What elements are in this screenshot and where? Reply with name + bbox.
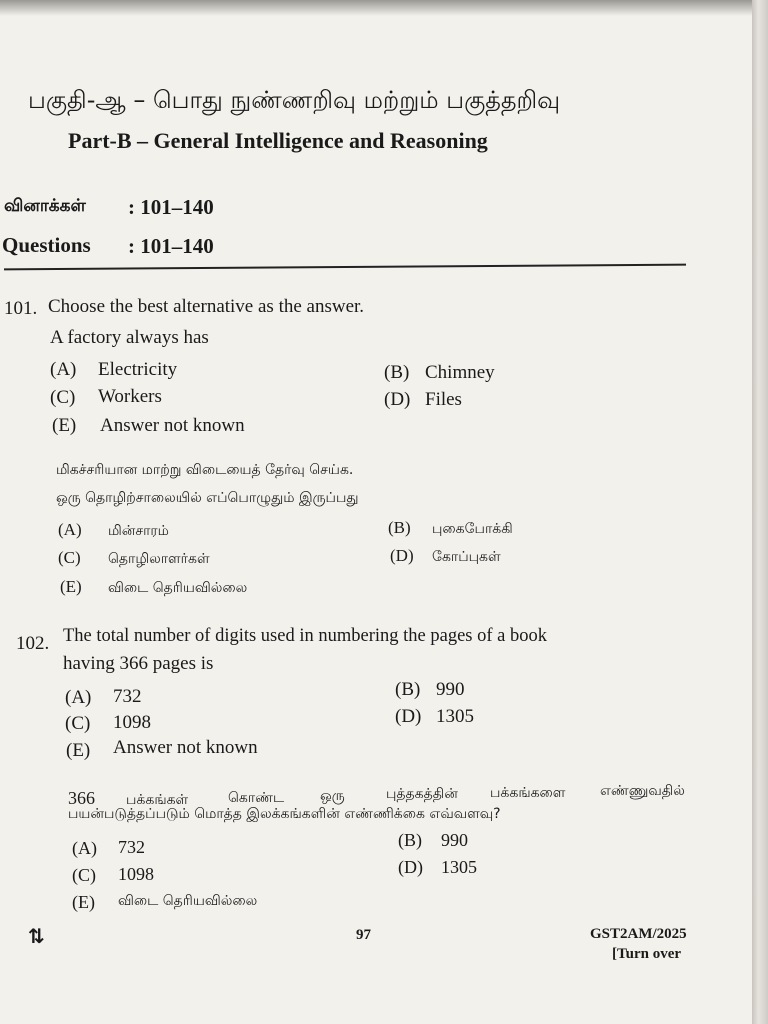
q101-tamil-option-e-text: விடை தெரியவில்லை [108, 580, 248, 596]
q101-option-d-key: (D) [384, 389, 411, 410]
q102-stem-line1: The total number of digits used in numbering the pages of a book [63, 626, 547, 646]
q102-tamil-option-d-key: (D) [398, 857, 423, 877]
q102-tamil-option-e-text: விடை தெரியவில்லை [118, 893, 258, 909]
q101-tamil-option-d-text: கோப்புகள் [432, 549, 501, 565]
orientation-mark-icon: ⇅ [28, 924, 45, 948]
q102-option-a-text: 732 [113, 686, 142, 707]
page-edge [752, 0, 768, 1024]
q102-option-d-text: 1305 [436, 706, 474, 727]
q101-number: 101. [4, 298, 38, 319]
q102-tamil-option-c-key: (C) [72, 865, 96, 885]
q102-tamil-stem-number: 366 [68, 788, 95, 808]
q102-tamil-word: கொண்ட [228, 790, 285, 806]
q102-tamil-option-c-text: 1098 [118, 864, 154, 884]
tamil-section-title: பகுதி-ஆ – பொது நுண்ணறிவு மற்றும் பகுத்தறிவு [28, 86, 561, 114]
q101-tamil-option-c-text: தொழிலாளர்கள் [108, 551, 210, 567]
q101-tamil-option-e-key: (E) [60, 577, 82, 596]
q102-option-e-text: Answer not known [113, 737, 258, 758]
english-questions-range: : 101–140 [128, 234, 214, 258]
q102-tamil-word: புத்தகத்தின் [386, 786, 458, 802]
q102-option-c-text: 1098 [113, 712, 151, 733]
q102-tamil-word: எண்ணுவதில் [600, 783, 685, 799]
q101-stem: A factory always has [50, 327, 209, 348]
q101-tamil-option-a-key: (A) [58, 520, 82, 539]
q102-option-a-key: (A) [65, 687, 92, 708]
q102-tamil-stem-line2: பயன்படுத்தப்படும் மொத்த இலக்கங்களின் எண்ணிக்கை எவ்வளவு? [68, 806, 501, 822]
english-questions-label: Questions [2, 233, 91, 257]
exam-code: GST2AM/2025 [590, 926, 687, 942]
q101-option-a-text: Electricity [98, 359, 178, 380]
q102-option-e-key: (E) [66, 740, 91, 761]
tamil-questions-range: : 101–140 [128, 195, 214, 219]
q101-tamil-option-b-key: (B) [388, 518, 411, 537]
q102-option-b-text: 990 [436, 679, 465, 700]
q102-option-b-key: (B) [395, 679, 421, 700]
q101-option-e-key: (E) [52, 415, 77, 436]
q102-tamil-option-e-key: (E) [72, 892, 95, 912]
q102-tamil-option-a-text: 732 [118, 837, 145, 857]
q102-option-d-key: (D) [395, 706, 422, 727]
q101-option-c-text: Workers [98, 386, 162, 407]
q101-option-b-key: (B) [384, 362, 410, 383]
q101-tamil-option-d-key: (D) [390, 546, 414, 565]
turn-over: [Turn over [612, 946, 682, 962]
q101-tamil-stem: ஒரு தொழிற்சாலையில் எப்பொழுதும் இருப்பது [56, 490, 359, 506]
q102-option-c-key: (C) [65, 713, 91, 734]
q102-tamil-option-d-text: 1305 [441, 857, 477, 877]
english-section-title: Part-B – General Intelligence and Reasoning [68, 128, 488, 153]
q101-tamil-option-c-key: (C) [58, 548, 81, 567]
q101-tamil-option-b-text: புகைபோக்கி [432, 521, 513, 537]
q101-option-d-text: Files [425, 389, 462, 410]
q102-tamil-option-a-key: (A) [72, 838, 97, 858]
q102-tamil-option-b-key: (B) [398, 830, 422, 850]
q101-tamil-option-a-text: மின்சாரம் [108, 523, 169, 539]
q102-tamil-word: பக்கங்களை [490, 785, 566, 801]
page-top-shadow [0, 0, 768, 16]
q101-instruction: Choose the best alternative as the answer. [48, 296, 365, 317]
q102-tamil-word: ஒரு [320, 788, 345, 804]
q101-option-a-key: (A) [50, 359, 77, 380]
tamil-questions-label: வினாக்கள் [4, 196, 86, 216]
exam-page [0, 12, 752, 1024]
q102-number: 102. [16, 633, 50, 654]
q102-tamil-option-b-text: 990 [441, 830, 468, 850]
q101-tamil-instruction: மிகச்சரியான மாற்று விடையைத் தேர்வு செய்க. [56, 462, 354, 478]
q102-tamil-word: பக்கங்கள் [126, 792, 189, 808]
q101-option-e-text: Answer not known [100, 415, 245, 436]
q102-stem-line2: having 366 pages is [63, 653, 214, 674]
page-number: 97 [356, 927, 371, 943]
q101-option-b-text: Chimney [425, 362, 495, 383]
q101-option-c-key: (C) [50, 387, 76, 408]
